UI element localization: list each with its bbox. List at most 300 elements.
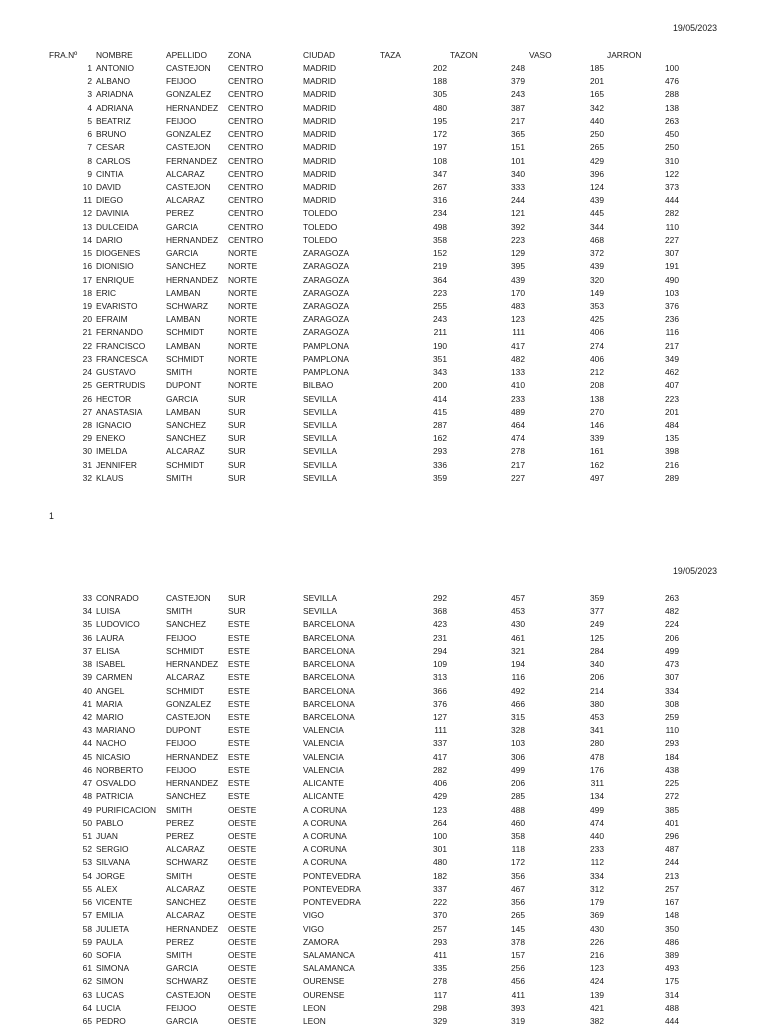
table-row bbox=[0, 260, 768, 273]
cell-vaso: 440 bbox=[590, 115, 604, 126]
cell-tazon: 393 bbox=[511, 1002, 525, 1013]
cell-tazon: 457 bbox=[511, 593, 525, 603]
cell-nombre: VICENTE bbox=[96, 897, 133, 908]
cell-apellido: HERNANDEZ bbox=[166, 102, 219, 113]
cell-vaso: 353 bbox=[590, 300, 604, 311]
cell-nombre: MARIO bbox=[96, 711, 124, 722]
cell-nombre: CONRADO bbox=[96, 593, 139, 603]
cell-zona: OESTE bbox=[228, 963, 257, 974]
cell-ciudad: BARCELONA bbox=[303, 632, 355, 643]
cell-apellido: FEIJOO bbox=[166, 115, 197, 126]
table-row bbox=[0, 432, 768, 445]
cell-ciudad: SEVILLA bbox=[303, 606, 337, 617]
cell-jarron: 493 bbox=[665, 963, 679, 974]
cell-vaso: 233 bbox=[590, 844, 604, 855]
cell-vaso: 274 bbox=[590, 340, 604, 351]
cell-zona: CENTRO bbox=[228, 221, 264, 232]
cell-vaso: 339 bbox=[590, 433, 604, 444]
cell-vaso: 125 bbox=[590, 632, 604, 643]
cell-nombre: LUISA bbox=[96, 606, 121, 617]
cell-apellido: SANCHEZ bbox=[166, 897, 207, 908]
header-vaso: VASO bbox=[529, 50, 552, 60]
cell-nombre: OSVALDO bbox=[96, 778, 136, 789]
cell-vaso: 424 bbox=[590, 976, 604, 987]
table-row bbox=[0, 883, 768, 896]
row-number: 12 bbox=[82, 208, 92, 219]
table-row bbox=[0, 923, 768, 936]
cell-jarron: 296 bbox=[665, 830, 679, 841]
cell-nombre: ALBANO bbox=[96, 76, 130, 87]
cell-tazon: 248 bbox=[511, 63, 525, 73]
sheet-page-2 bbox=[0, 540, 768, 1027]
cell-jarron: 227 bbox=[665, 234, 679, 245]
row-number: 10 bbox=[82, 181, 92, 192]
cell-apellido: SANCHEZ bbox=[166, 619, 207, 630]
cell-jarron: 259 bbox=[665, 711, 679, 722]
cell-taza: 366 bbox=[433, 685, 447, 696]
cell-ciudad: A CORUNA bbox=[303, 844, 347, 855]
cell-apellido: CASTEJON bbox=[166, 989, 211, 1000]
cell-zona: OESTE bbox=[228, 976, 257, 987]
cell-zona: CENTRO bbox=[228, 168, 264, 179]
cell-ciudad: LEON bbox=[303, 1002, 326, 1013]
cell-tazon: 466 bbox=[511, 698, 525, 709]
cell-zona: OESTE bbox=[228, 830, 257, 841]
cell-zona: SUR bbox=[228, 459, 246, 470]
cell-vaso: 185 bbox=[590, 63, 604, 73]
cell-zona: OESTE bbox=[228, 936, 257, 947]
cell-tazon: 217 bbox=[511, 115, 525, 126]
cell-apellido: GONZALEZ bbox=[166, 698, 212, 709]
row-number: 44 bbox=[82, 738, 92, 749]
cell-vaso: 280 bbox=[590, 738, 604, 749]
row-number: 22 bbox=[82, 340, 92, 351]
cell-ciudad: BILBAO bbox=[303, 380, 334, 391]
cell-vaso: 499 bbox=[590, 804, 604, 815]
cell-ciudad: ALICANTE bbox=[303, 778, 344, 789]
cell-tazon: 315 bbox=[511, 711, 525, 722]
cell-zona: ESTE bbox=[228, 751, 250, 762]
cell-taza: 278 bbox=[433, 976, 447, 987]
cell-jarron: 334 bbox=[665, 685, 679, 696]
cell-ciudad: A CORUNA bbox=[303, 804, 347, 815]
header-ciudad: CIUDAD bbox=[303, 50, 336, 60]
row-number: 2 bbox=[87, 76, 92, 87]
cell-apellido: SCHMIDT bbox=[166, 685, 205, 696]
cell-apellido: GARCIA bbox=[166, 393, 199, 404]
cell-taza: 123 bbox=[433, 804, 447, 815]
cell-zona: OESTE bbox=[228, 804, 257, 815]
table-row bbox=[0, 181, 768, 194]
cell-jarron: 110 bbox=[665, 725, 679, 736]
cell-taza: 337 bbox=[433, 883, 447, 894]
cell-vaso: 440 bbox=[590, 830, 604, 841]
cell-nombre: DAVINIA bbox=[96, 208, 129, 219]
cell-jarron: 462 bbox=[665, 367, 679, 378]
cell-zona: ESTE bbox=[228, 685, 250, 696]
table-row bbox=[0, 168, 768, 181]
cell-jarron: 438 bbox=[665, 764, 679, 775]
cell-taza: 429 bbox=[433, 791, 447, 802]
cell-vaso: 284 bbox=[590, 645, 604, 656]
cell-apellido: CASTEJON bbox=[166, 63, 211, 73]
cell-vaso: 429 bbox=[590, 155, 604, 166]
cell-tazon: 118 bbox=[511, 844, 525, 855]
table-row bbox=[0, 88, 768, 101]
table-row bbox=[0, 856, 768, 869]
cell-jarron: 167 bbox=[665, 897, 679, 908]
cell-apellido: FEIJOO bbox=[166, 1002, 197, 1013]
cell-tazon: 387 bbox=[511, 102, 525, 113]
cell-tazon: 129 bbox=[511, 248, 525, 259]
row-number: 21 bbox=[82, 327, 92, 338]
cell-jarron: 476 bbox=[665, 76, 679, 87]
cell-taza: 364 bbox=[433, 274, 447, 285]
cell-nombre: CESAR bbox=[96, 142, 125, 153]
cell-zona: OESTE bbox=[228, 870, 257, 881]
table-row bbox=[0, 592, 768, 605]
cell-apellido: SMITH bbox=[166, 367, 193, 378]
cell-vaso: 214 bbox=[590, 685, 604, 696]
cell-zona: CENTRO bbox=[228, 76, 264, 87]
cell-vaso: 341 bbox=[590, 725, 604, 736]
cell-taza: 293 bbox=[433, 446, 447, 457]
cell-taza: 223 bbox=[433, 287, 447, 298]
table-row bbox=[0, 459, 768, 472]
cell-vaso: 380 bbox=[590, 698, 604, 709]
cell-nombre: DULCEIDA bbox=[96, 221, 139, 232]
cell-nombre: IGNACIO bbox=[96, 419, 132, 430]
cell-zona: ESTE bbox=[228, 672, 250, 683]
row-number: 51 bbox=[82, 830, 92, 841]
cell-tazon: 488 bbox=[511, 804, 525, 815]
cell-taza: 336 bbox=[433, 459, 447, 470]
cell-zona: ESTE bbox=[228, 645, 250, 656]
cell-jarron: 225 bbox=[665, 778, 679, 789]
cell-zona: OESTE bbox=[228, 897, 257, 908]
cell-apellido: GONZALEZ bbox=[166, 89, 212, 100]
cell-jarron: 103 bbox=[665, 287, 679, 298]
cell-nombre: EFRAIM bbox=[96, 314, 128, 325]
cell-apellido: GARCIA bbox=[166, 248, 199, 259]
cell-zona: OESTE bbox=[228, 923, 257, 934]
cell-zona: CENTRO bbox=[228, 155, 264, 166]
cell-taza: 337 bbox=[433, 738, 447, 749]
cell-jarron: 223 bbox=[665, 393, 679, 404]
row-number: 43 bbox=[82, 725, 92, 736]
table-row bbox=[0, 777, 768, 790]
cell-nombre: PABLO bbox=[96, 817, 124, 828]
cell-ciudad: VALENCIA bbox=[303, 751, 344, 762]
table-row bbox=[0, 75, 768, 88]
table-row bbox=[0, 843, 768, 856]
cell-vaso: 497 bbox=[590, 472, 604, 483]
cell-nombre: DIEGO bbox=[96, 195, 123, 206]
row-number: 1 bbox=[87, 63, 92, 73]
cell-ciudad: MADRID bbox=[303, 115, 337, 126]
cell-tazon: 439 bbox=[511, 274, 525, 285]
cell-taza: 190 bbox=[433, 340, 447, 351]
cell-taza: 329 bbox=[433, 1016, 447, 1027]
cell-zona: NORTE bbox=[228, 380, 258, 391]
table-row bbox=[0, 737, 768, 750]
row-number: 36 bbox=[82, 632, 92, 643]
cell-apellido: CASTEJON bbox=[166, 181, 211, 192]
cell-vaso: 112 bbox=[590, 857, 604, 868]
table-row bbox=[0, 287, 768, 300]
cell-ciudad: ZARAGOZA bbox=[303, 327, 350, 338]
cell-nombre: PEDRO bbox=[96, 1016, 126, 1027]
cell-tazon: 265 bbox=[511, 910, 525, 921]
cell-vaso: 382 bbox=[590, 1016, 604, 1027]
table-row bbox=[0, 340, 768, 353]
cell-vaso: 138 bbox=[590, 393, 604, 404]
cell-apellido: HERNANDEZ bbox=[166, 923, 219, 934]
cell-apellido: PEREZ bbox=[166, 208, 194, 219]
cell-ciudad: BARCELONA bbox=[303, 659, 355, 670]
cell-nombre: JUAN bbox=[96, 830, 118, 841]
cell-jarron: 201 bbox=[665, 406, 679, 417]
row-number: 41 bbox=[82, 698, 92, 709]
cell-taza: 264 bbox=[433, 817, 447, 828]
row-number: 28 bbox=[82, 419, 92, 430]
header-zona: ZONA bbox=[228, 50, 252, 60]
cell-ciudad: PONTEVEDRA bbox=[303, 870, 361, 881]
cell-taza: 257 bbox=[433, 923, 447, 934]
row-number: 24 bbox=[82, 367, 92, 378]
cell-jarron: 499 bbox=[665, 645, 679, 656]
cell-zona: OESTE bbox=[228, 883, 257, 894]
table-row bbox=[0, 1015, 768, 1028]
cell-taza: 127 bbox=[433, 711, 447, 722]
cell-apellido: ALCARAZ bbox=[166, 844, 205, 855]
table-row bbox=[0, 962, 768, 975]
row-number: 47 bbox=[82, 778, 92, 789]
cell-ciudad: TOLEDO bbox=[303, 208, 338, 219]
cell-apellido: ALCARAZ bbox=[166, 672, 205, 683]
print-date: 19/05/2023 bbox=[672, 23, 717, 33]
cell-apellido: ALCARAZ bbox=[166, 910, 205, 921]
cell-jarron: 389 bbox=[665, 949, 679, 960]
table-row bbox=[0, 764, 768, 777]
row-number: 52 bbox=[82, 844, 92, 855]
cell-zona: CENTRO bbox=[228, 181, 264, 192]
table-row bbox=[0, 62, 768, 75]
cell-tazon: 378 bbox=[511, 936, 525, 947]
cell-jarron: 487 bbox=[665, 844, 679, 855]
cell-jarron: 398 bbox=[665, 446, 679, 457]
cell-tazon: 133 bbox=[511, 367, 525, 378]
cell-nombre: ADRIANA bbox=[96, 102, 134, 113]
cell-tazon: 464 bbox=[511, 419, 525, 430]
cell-nombre: NICASIO bbox=[96, 751, 131, 762]
row-number: 25 bbox=[82, 380, 92, 391]
cell-tazon: 256 bbox=[511, 963, 525, 974]
cell-nombre: JORGE bbox=[96, 870, 125, 881]
table-row bbox=[0, 141, 768, 154]
cell-nombre: LAURA bbox=[96, 632, 124, 643]
cell-nombre: EVARISTO bbox=[96, 300, 138, 311]
cell-nombre: SOFIA bbox=[96, 949, 122, 960]
cell-apellido: CASTEJON bbox=[166, 711, 211, 722]
cell-ciudad: SEVILLA bbox=[303, 593, 337, 603]
cell-apellido: PEREZ bbox=[166, 830, 194, 841]
cell-ciudad: SEVILLA bbox=[303, 472, 337, 483]
cell-tazon: 244 bbox=[511, 195, 525, 206]
row-number: 65 bbox=[82, 1016, 92, 1027]
table-row bbox=[0, 645, 768, 658]
cell-apellido: CASTEJON bbox=[166, 142, 211, 153]
cell-ciudad: SALAMANCA bbox=[303, 949, 355, 960]
cell-tazon: 474 bbox=[511, 433, 525, 444]
cell-jarron: 486 bbox=[665, 936, 679, 947]
cell-ciudad: SEVILLA bbox=[303, 446, 337, 457]
cell-taza: 100 bbox=[433, 830, 447, 841]
cell-ciudad: SEVILLA bbox=[303, 406, 337, 417]
cell-zona: ESTE bbox=[228, 698, 250, 709]
cell-apellido: SANCHEZ bbox=[166, 261, 207, 272]
cell-vaso: 311 bbox=[590, 778, 604, 789]
row-number: 15 bbox=[82, 248, 92, 259]
table-row bbox=[0, 247, 768, 260]
cell-apellido: SANCHEZ bbox=[166, 419, 207, 430]
cell-taza: 108 bbox=[433, 155, 447, 166]
cell-nombre: DARIO bbox=[96, 234, 123, 245]
row-number: 34 bbox=[82, 606, 92, 617]
cell-apellido: CASTEJON bbox=[166, 593, 211, 603]
cell-jarron: 288 bbox=[665, 89, 679, 100]
cell-ciudad: OURENSE bbox=[303, 989, 345, 1000]
cell-taza: 313 bbox=[433, 672, 447, 683]
cell-apellido: GARCIA bbox=[166, 963, 199, 974]
cell-tazon: 223 bbox=[511, 234, 525, 245]
cell-ciudad: MADRID bbox=[303, 102, 337, 113]
cell-nombre: SIMON bbox=[96, 976, 124, 987]
cell-apellido: LAMBAN bbox=[166, 314, 201, 325]
cell-jarron: 450 bbox=[665, 129, 679, 140]
cell-jarron: 488 bbox=[665, 1002, 679, 1013]
row-number: 59 bbox=[82, 936, 92, 947]
cell-ciudad: MADRID bbox=[303, 155, 337, 166]
cell-apellido: SCHWARZ bbox=[166, 300, 209, 311]
cell-jarron: 138 bbox=[665, 102, 679, 113]
cell-jarron: 263 bbox=[665, 115, 679, 126]
cell-nombre: ARIADNA bbox=[96, 89, 134, 100]
cell-tazon: 395 bbox=[511, 261, 525, 272]
cell-ciudad: LEON bbox=[303, 1016, 326, 1027]
table-row bbox=[0, 632, 768, 645]
cell-nombre: PURIFICACION bbox=[96, 804, 157, 815]
cell-zona: ESTE bbox=[228, 764, 250, 775]
row-number: 50 bbox=[82, 817, 92, 828]
cell-tazon: 116 bbox=[511, 672, 525, 683]
cell-taza: 152 bbox=[433, 248, 447, 259]
cell-taza: 222 bbox=[433, 897, 447, 908]
cell-ciudad: MADRID bbox=[303, 129, 337, 140]
table-row bbox=[0, 128, 768, 141]
cell-nombre: CARMEN bbox=[96, 672, 133, 683]
cell-taza: 358 bbox=[433, 234, 447, 245]
cell-vaso: 359 bbox=[590, 593, 604, 603]
cell-jarron: 349 bbox=[665, 353, 679, 364]
cell-apellido: FERNANDEZ bbox=[166, 155, 218, 166]
cell-vaso: 149 bbox=[590, 287, 604, 298]
cell-vaso: 146 bbox=[590, 419, 604, 430]
row-number: 32 bbox=[82, 472, 92, 483]
table-row bbox=[0, 909, 768, 922]
cell-apellido: GARCIA bbox=[166, 1016, 199, 1027]
cell-vaso: 201 bbox=[590, 76, 604, 87]
row-number: 35 bbox=[82, 619, 92, 630]
cell-jarron: 484 bbox=[665, 419, 679, 430]
cell-taza: 368 bbox=[433, 606, 447, 617]
cell-nombre: LUDOVICO bbox=[96, 619, 140, 630]
row-number: 49 bbox=[82, 804, 92, 815]
row-number: 63 bbox=[82, 989, 92, 1000]
cell-ciudad: MADRID bbox=[303, 181, 337, 192]
cell-tazon: 482 bbox=[511, 353, 525, 364]
row-number: 19 bbox=[82, 300, 92, 311]
cell-taza: 292 bbox=[433, 593, 447, 603]
cell-ciudad: SEVILLA bbox=[303, 459, 337, 470]
cell-jarron: 272 bbox=[665, 791, 679, 802]
cell-ciudad: ZARAGOZA bbox=[303, 314, 350, 325]
cell-jarron: 385 bbox=[665, 804, 679, 815]
cell-vaso: 250 bbox=[590, 129, 604, 140]
table-row bbox=[0, 618, 768, 631]
cell-tazon: 340 bbox=[511, 168, 525, 179]
cell-ciudad: MADRID bbox=[303, 63, 337, 73]
cell-zona: NORTE bbox=[228, 340, 258, 351]
cell-nombre: MARIA bbox=[96, 698, 123, 709]
cell-zona: NORTE bbox=[228, 367, 258, 378]
row-number: 56 bbox=[82, 897, 92, 908]
cell-ciudad: MADRID bbox=[303, 142, 337, 153]
cell-taza: 423 bbox=[433, 619, 447, 630]
cell-vaso: 212 bbox=[590, 367, 604, 378]
cell-jarron: 116 bbox=[665, 327, 679, 338]
cell-tazon: 170 bbox=[511, 287, 525, 298]
cell-nombre: ENRIQUE bbox=[96, 274, 135, 285]
cell-taza: 111 bbox=[434, 725, 447, 736]
row-number: 30 bbox=[82, 446, 92, 457]
cell-tazon: 392 bbox=[511, 221, 525, 232]
cell-nombre: KLAUS bbox=[96, 472, 124, 483]
cell-zona: OESTE bbox=[228, 949, 257, 960]
cell-apellido: SANCHEZ bbox=[166, 791, 207, 802]
row-number: 42 bbox=[82, 711, 92, 722]
cell-tazon: 227 bbox=[511, 472, 525, 483]
cell-zona: CENTRO bbox=[228, 129, 264, 140]
cell-nombre: SERGIO bbox=[96, 844, 129, 855]
cell-tazon: 157 bbox=[511, 949, 525, 960]
cell-apellido: SCHMIDT bbox=[166, 645, 205, 656]
cell-tazon: 151 bbox=[511, 142, 525, 153]
cell-tazon: 103 bbox=[511, 738, 525, 749]
cell-nombre: FERNANDO bbox=[96, 327, 143, 338]
cell-ciudad: PAMPLONA bbox=[303, 367, 349, 378]
cell-ciudad: VIGO bbox=[303, 923, 324, 934]
table-row bbox=[0, 274, 768, 287]
cell-nombre: FRANCESCA bbox=[96, 353, 148, 364]
cell-tazon: 430 bbox=[511, 619, 525, 630]
row-number: 64 bbox=[82, 1002, 92, 1013]
cell-ciudad: SEVILLA bbox=[303, 393, 337, 404]
cell-zona: CENTRO bbox=[228, 115, 264, 126]
cell-apellido: PEREZ bbox=[166, 936, 194, 947]
cell-zona: NORTE bbox=[228, 274, 258, 285]
cell-tazon: 499 bbox=[511, 764, 525, 775]
